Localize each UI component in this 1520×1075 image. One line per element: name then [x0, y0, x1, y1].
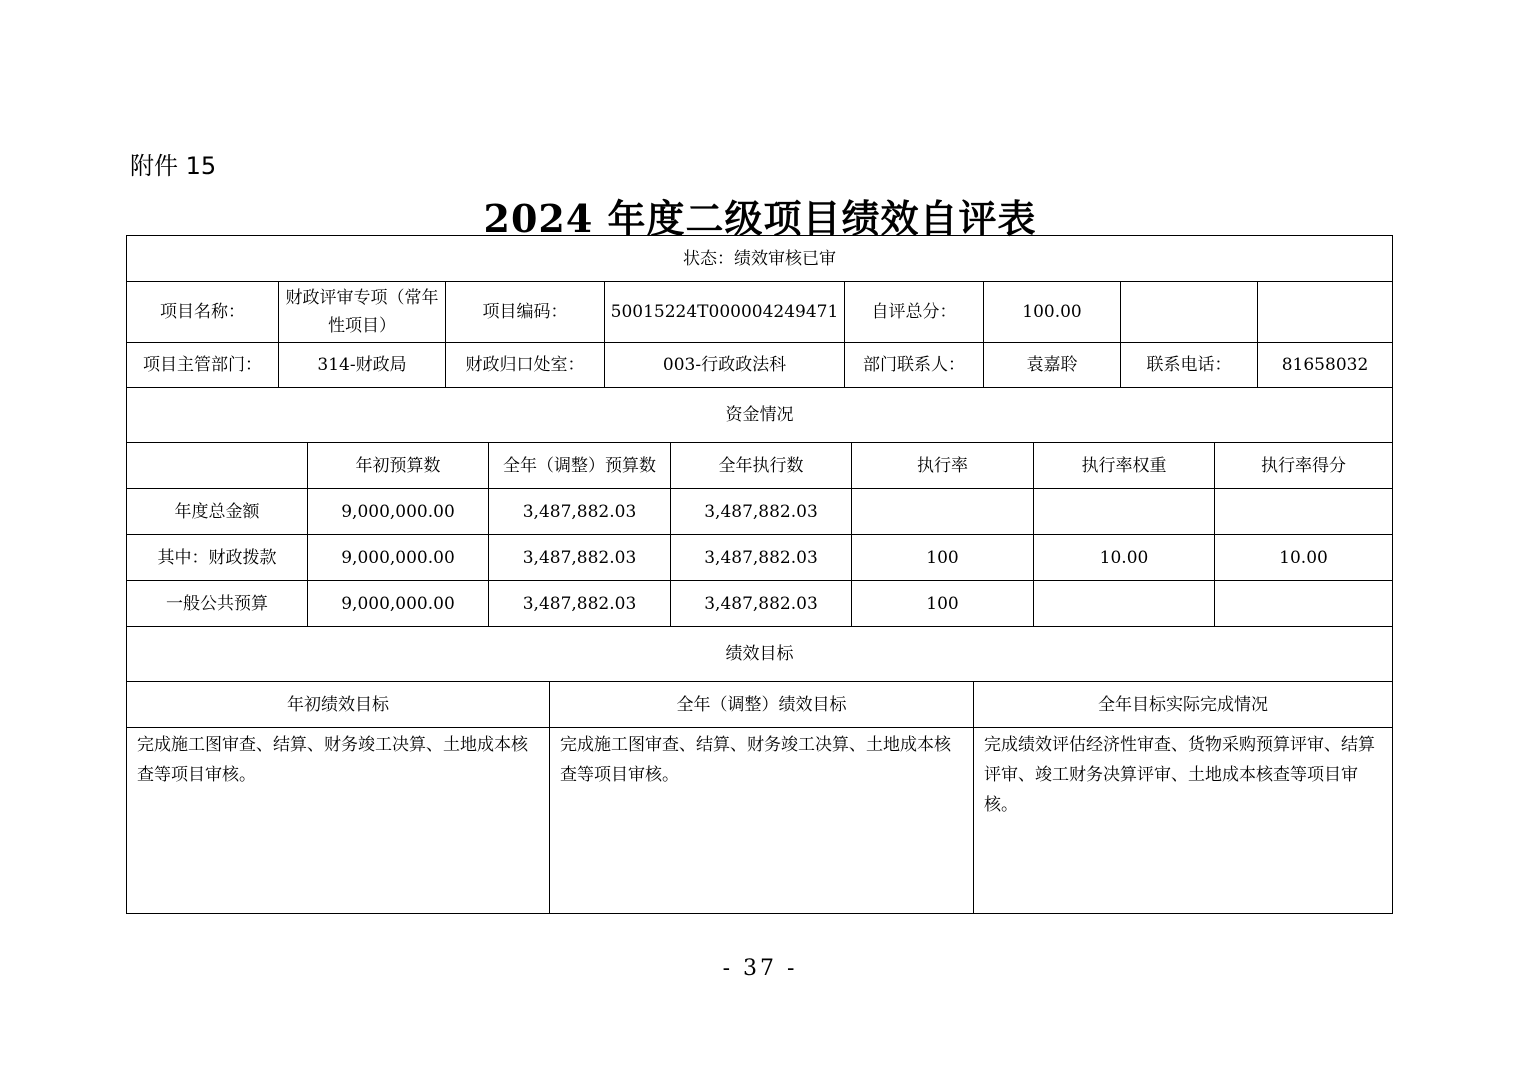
funds-header-cell: 全年执行数 — [671, 443, 852, 489]
score-label: 自评总分： — [845, 282, 984, 343]
funds-cell — [1034, 581, 1215, 627]
funds-header-cell: 执行率 — [852, 443, 1034, 489]
table-row — [127, 581, 1393, 627]
funds-header-cell: 执行率权重 — [1034, 443, 1215, 489]
phone-label: 联系电话： — [1121, 343, 1258, 388]
goals-header-cell: 年初绩效目标 — [127, 682, 550, 728]
goals-table — [126, 681, 1393, 914]
funds-cell: 100 — [852, 535, 1034, 581]
office-label: 财政归口处室： — [446, 343, 605, 388]
page-number: - 37 - — [722, 956, 798, 981]
adjusted-goal-text: 完成施工图审查、结算、财务竣工决算、土地成本核查等项目审核。 — [550, 728, 974, 914]
project-name-value: 财政评审专项（常年性项目） — [279, 282, 446, 343]
funds-cell: 年度总金额 — [127, 489, 308, 535]
funds-cell: 10.00 — [1034, 535, 1215, 581]
funds-cell: 3,487,882.03 — [489, 535, 671, 581]
funds-header-cell — [127, 443, 308, 489]
funds-cell: 3,487,882.03 — [489, 489, 671, 535]
contact-value: 袁嘉聆 — [984, 343, 1121, 388]
funds-header-cell: 年初预算数 — [308, 443, 489, 489]
status-cell: 状态：绩效审核已审 — [127, 236, 1393, 282]
funds-section-title: 资金情况 — [127, 388, 1393, 443]
goals-header-cell: 全年（调整）绩效目标 — [550, 682, 974, 728]
funds-cell — [852, 489, 1034, 535]
dept-label: 项目主管部门： — [127, 343, 279, 388]
initial-goal-text: 完成施工图审查、结算、财务竣工决算、土地成本核查等项目审核。 — [127, 728, 550, 914]
funds-cell: 3,487,882.03 — [671, 581, 852, 627]
table-row — [127, 489, 1393, 535]
attachment-label: 附件 15 — [130, 152, 217, 180]
dept-value: 314-财政局 — [279, 343, 446, 388]
score-value: 100.00 — [984, 282, 1121, 343]
project-name-label: 项目名称： — [127, 282, 279, 343]
project-info-table — [126, 235, 1393, 443]
funds-header-cell: 全年（调整）预算数 — [489, 443, 671, 489]
goals-section-title: 绩效目标 — [127, 627, 1393, 682]
funds-cell: 10.00 — [1215, 535, 1393, 581]
funds-cell — [1215, 581, 1393, 627]
project-code-value: 50015224T000004249471 — [605, 282, 845, 343]
page-title: 2024 年度二级项目绩效自评表 — [483, 196, 1037, 241]
goals-header-cell: 全年目标实际完成情况 — [974, 682, 1393, 728]
empty-cell — [1258, 282, 1393, 343]
funds-cell: 3,487,882.03 — [489, 581, 671, 627]
funds-cell: 100 — [852, 581, 1034, 627]
empty-cell — [1121, 282, 1258, 343]
office-value: 003-行政政法科 — [605, 343, 845, 388]
funds-cell: 一般公共预算 — [127, 581, 308, 627]
funds-cell — [1215, 489, 1393, 535]
actual-completion-text: 完成绩效评估经济性审查、货物采购预算评审、结算评审、竣工财务决算评审、土地成本核查等项目审核。 — [974, 728, 1393, 914]
phone-value: 81658032 — [1258, 343, 1393, 388]
funds-cell — [1034, 489, 1215, 535]
project-code-label: 项目编码： — [446, 282, 605, 343]
funds-cell: 3,487,882.03 — [671, 489, 852, 535]
funds-table — [126, 442, 1393, 682]
funds-cell: 9,000,000.00 — [308, 489, 489, 535]
funds-cell: 9,000,000.00 — [308, 535, 489, 581]
funds-cell: 9,000,000.00 — [308, 581, 489, 627]
table-row — [127, 535, 1393, 581]
funds-header-cell: 执行率得分 — [1215, 443, 1393, 489]
funds-cell: 其中：财政拨款 — [127, 535, 308, 581]
contact-label: 部门联系人： — [845, 343, 984, 388]
funds-cell: 3,487,882.03 — [671, 535, 852, 581]
